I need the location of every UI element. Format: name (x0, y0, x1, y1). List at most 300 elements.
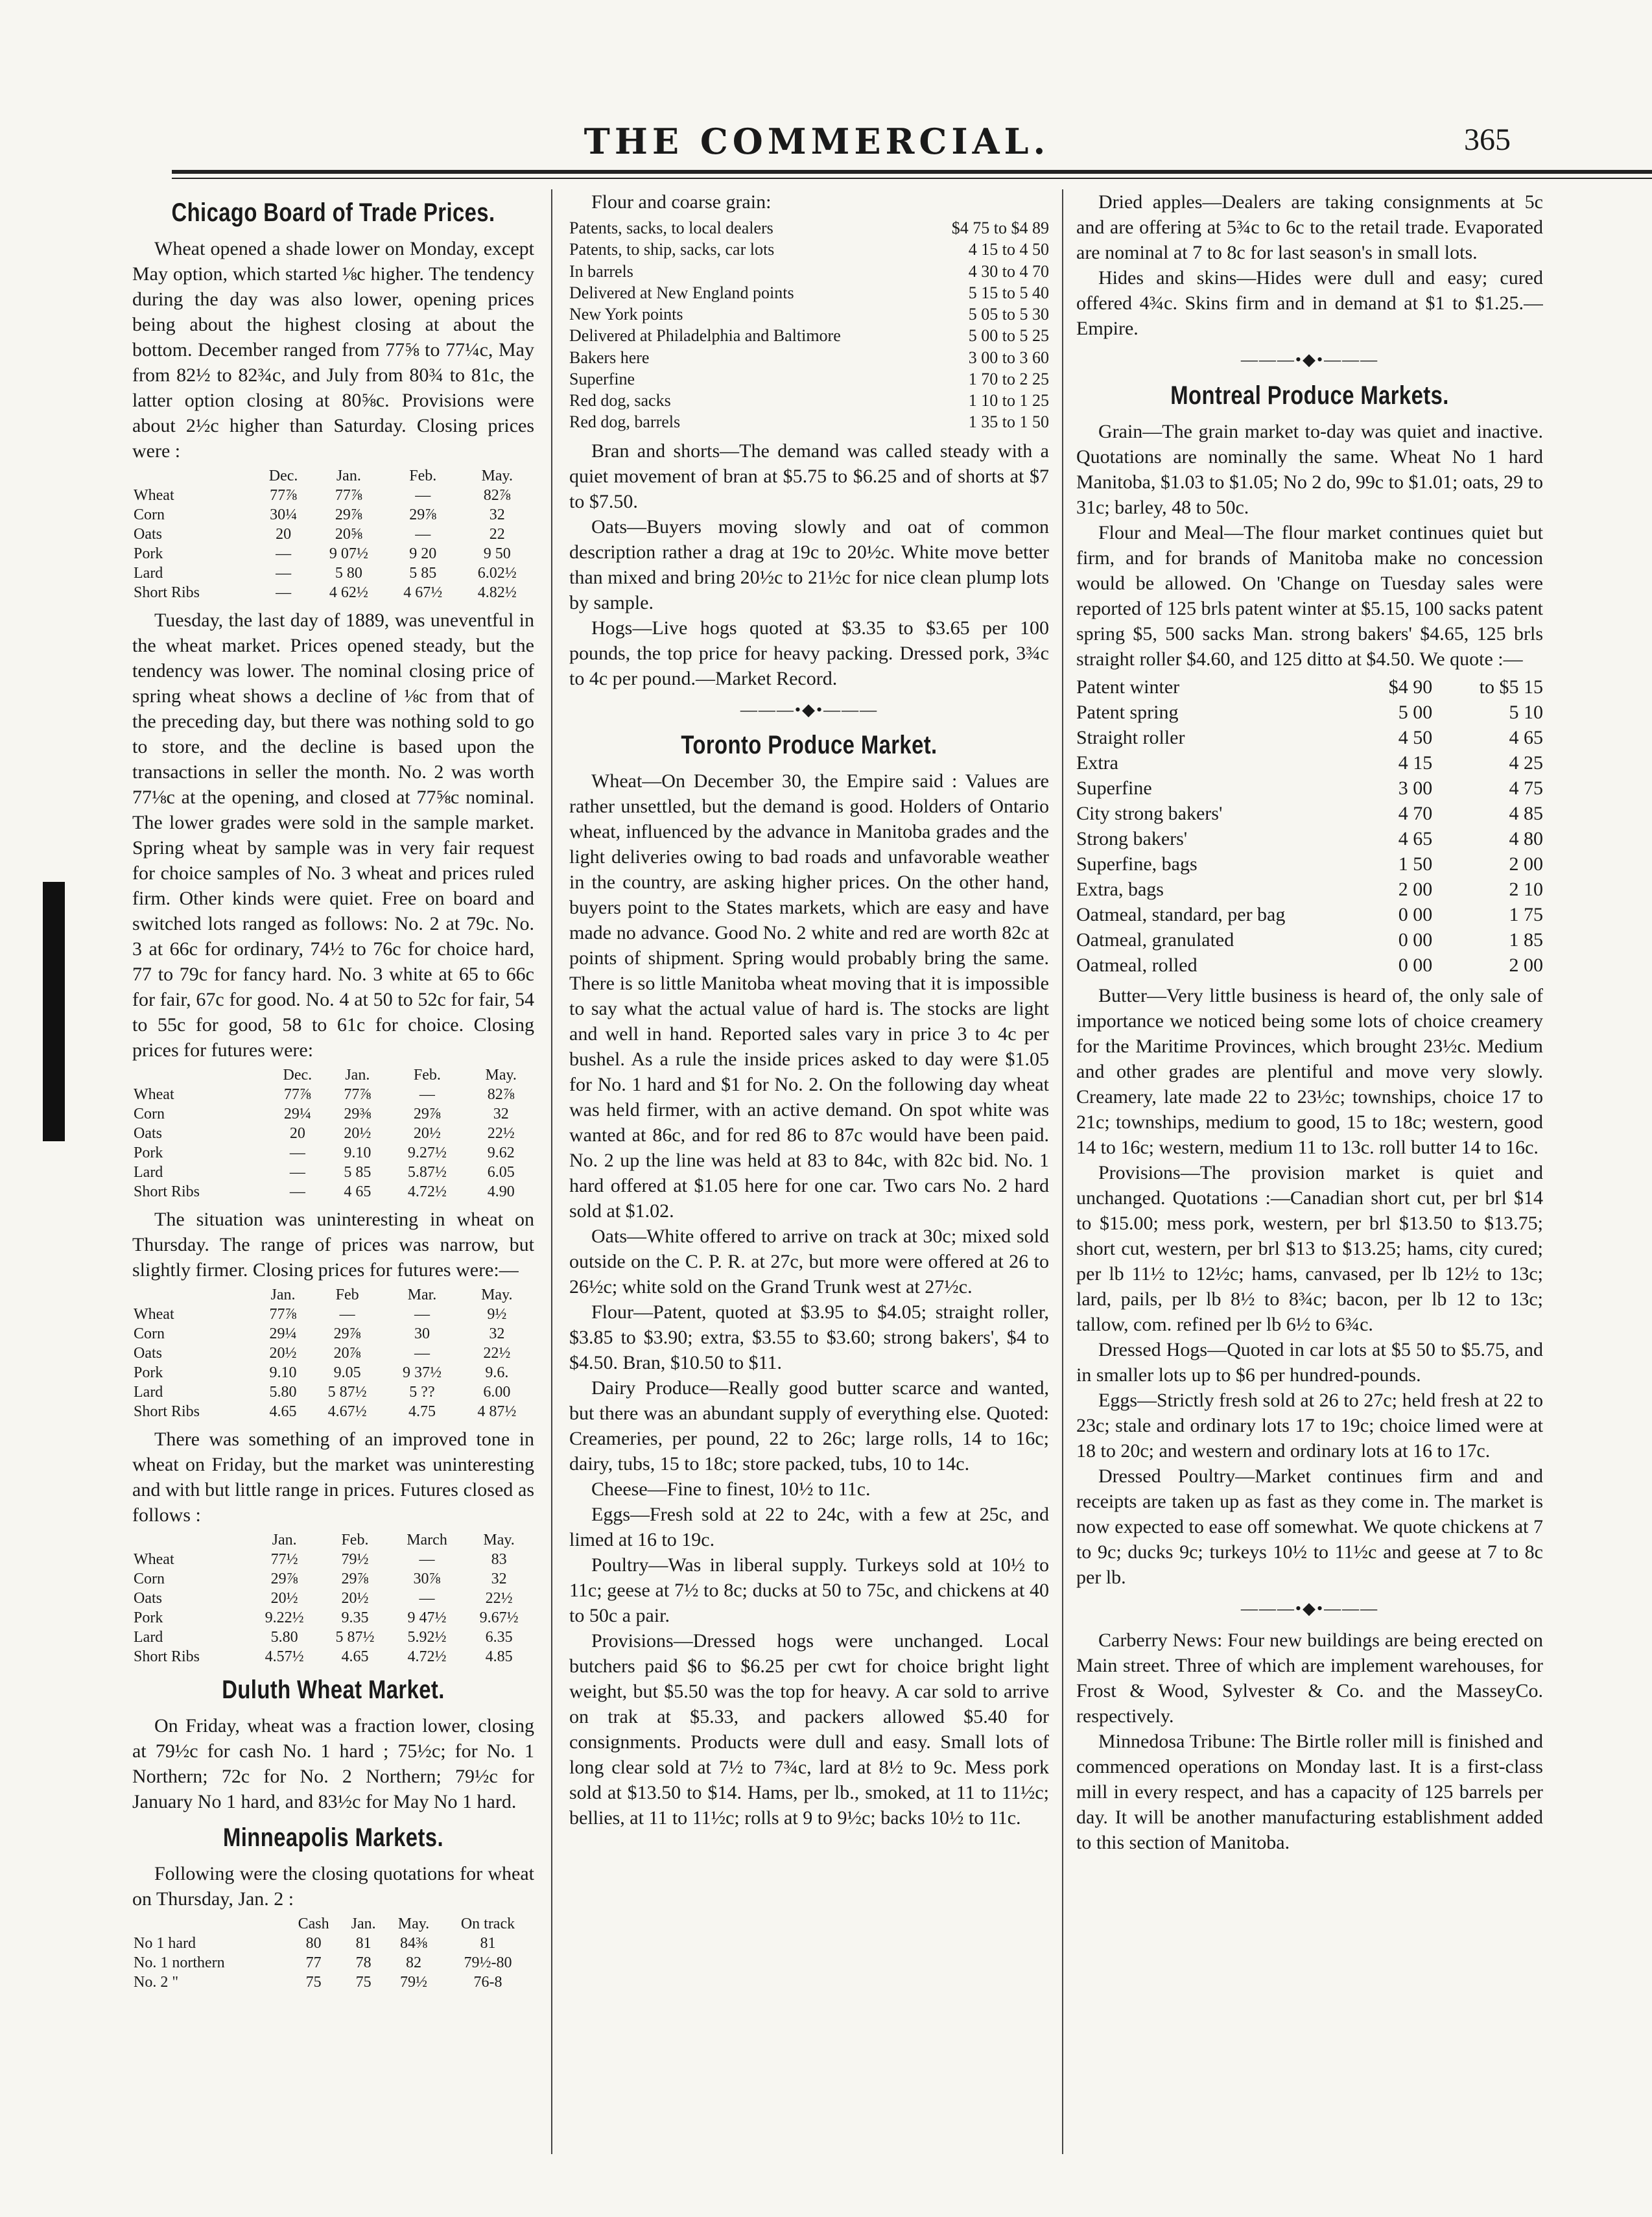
section-ornament: ———•◆•——— (740, 700, 879, 719)
table-cell: New York points (569, 305, 683, 324)
article-heading: Duluth Wheat Market. (222, 1676, 445, 1704)
table-cell: 20½ (341, 1590, 369, 1607)
price-table (132, 1530, 534, 1666)
table-cell: Superfine, bags (1076, 853, 1198, 875)
table-cell: 77⅞ (335, 487, 362, 504)
table-cell: Delivered at Philadelphia and Baltimore (569, 326, 841, 346)
table-cell: 4 70 (1398, 802, 1433, 824)
table-cell: Extra, bags (1076, 878, 1164, 900)
table-cell: 20 (289, 1125, 305, 1142)
table-cell: Oats (134, 1590, 162, 1607)
table-cell: Patent winter (1076, 676, 1180, 698)
table-cell: 20⅝ (335, 526, 362, 543)
table-cell: 4.90 (487, 1183, 515, 1200)
table-header-row (132, 1065, 534, 1085)
table-header: Jan. (345, 1067, 370, 1084)
table-row (1076, 953, 1543, 978)
table-cell: Extra (1076, 752, 1118, 774)
table-cell: 2 00 (1509, 954, 1543, 976)
table-cell: 80 (305, 1935, 322, 1952)
table-cell: Short Ribs (134, 1648, 200, 1665)
column-divider (551, 189, 552, 2154)
table-cell: 82 (405, 1954, 421, 1971)
table-cell: 5.80 (269, 1384, 297, 1401)
flour-price-table (569, 217, 1049, 433)
table-cell: Red dog, barrels (569, 412, 681, 432)
table-cell: Corn (134, 1571, 165, 1587)
article-heading: Montreal Produce Markets. (1170, 381, 1449, 410)
table-cell: 1 75 (1509, 903, 1543, 925)
paragraph: Dressed Poultry—Market continues firm and and receipts are taken up as fast as they come in. The market is now expected to ease off somewhat. We quote chickens at 7 to 9c; ducks 9c; turkeys 10½ to 11½c and geese at 7 to 8c per lb. (1076, 1465, 1543, 1588)
table-cell: 0 00 (1398, 954, 1433, 976)
table-cell: — (276, 584, 292, 601)
newspaper-title: THE COMMERCIAL. (584, 121, 1050, 162)
table-cell: 9 07½ (329, 545, 368, 562)
paragraph: Dressed Hogs—Quoted in car lots at $5 50 to $5.75, and in smaller lots up to $6 per hundred-pounds. (1076, 1338, 1543, 1386)
table-row (132, 1305, 534, 1324)
table-cell: 9.62 (487, 1144, 515, 1161)
table-row (569, 217, 1049, 239)
column-3 (1076, 189, 1543, 2187)
paragraph: Dairy Produce—Really good butter scarce and wanted, but there was an abundant supply of everything else. Quoted: Creameries, per pound, 22 to 26c; large rolls, 14 to 16c; dairy, tubs, 15 to 18c; store packed, tubs, 10 to 14c. (569, 1377, 1049, 1475)
table-cell: Pork (134, 545, 163, 562)
table-row (1076, 826, 1543, 851)
table-cell: 4 85 (1509, 802, 1543, 824)
section-ornament: ———•◆•——— (1240, 350, 1379, 369)
table-cell: 78 (355, 1954, 372, 1971)
table-header: On track (460, 1915, 515, 1932)
table-cell: 29⅞ (335, 506, 362, 523)
table-cell: 5 87½ (335, 1629, 375, 1646)
table-row (569, 411, 1049, 433)
table-cell: 9.27½ (407, 1144, 447, 1161)
table-row (1076, 750, 1543, 776)
table-cell: Corn (134, 1325, 165, 1342)
paragraph: Oats—White offered to arrive on track at 30c; mixed sold outside on the C. P. R. at 27c, but more were offered at 26 to 26½c; white sold on the Grand Trunk west at 27½c. (569, 1226, 1049, 1298)
paragraph: Eggs—Fresh sold at 22 to 24c, with a few at 25c, and limed at 16 to 19c. (569, 1504, 1049, 1551)
table-cell: 9 50 (483, 545, 511, 562)
table-cell: — (289, 1144, 305, 1161)
table-cell: 29⅞ (413, 1106, 441, 1122)
table-cell: 75 (355, 1974, 372, 1991)
table-cell: Wheat (134, 1086, 174, 1103)
table-cell: 9.10 (344, 1144, 372, 1161)
table-cell: 1 85 (1509, 929, 1543, 951)
table-header: May. (397, 1915, 430, 1932)
table-cell: 5.87½ (407, 1164, 447, 1181)
article-heading: Toronto Produce Market. (681, 731, 938, 760)
table-cell: 9½ (487, 1306, 507, 1323)
table-row (569, 368, 1049, 390)
table-cell: Lard (134, 1629, 163, 1646)
table-cell: 77⅞ (270, 487, 298, 504)
table-cell: 4 50 (1398, 726, 1433, 748)
table-row (132, 1647, 534, 1666)
table-cell: Oatmeal, rolled (1076, 954, 1198, 976)
table-row (132, 1934, 534, 1953)
table-cell: 29¼ (283, 1106, 311, 1122)
table-cell: No. 1 northern (134, 1954, 225, 1971)
table-header: Jan. (270, 1286, 296, 1303)
table-cell: Wheat (134, 487, 174, 504)
price-table (132, 1914, 534, 1992)
section-ornament: ———•◆•——— (1240, 1598, 1379, 1618)
table-cell: 3 00 (1398, 777, 1433, 799)
table-cell: 22½ (485, 1590, 513, 1607)
table-cell: Oatmeal, granulated (1076, 929, 1234, 951)
paragraph: Hides and skins—Hides were dull and easy; cured offered 4¾c. Skins firm and in demand at $1 to $1.25.—Empire. (1076, 267, 1543, 339)
table-cell: 9 37½ (402, 1364, 442, 1381)
table-cell: 84⅜ (399, 1935, 427, 1952)
table-cell: 4 65 (1398, 827, 1433, 849)
paragraph: On Friday, wheat was a fraction lower, closing at 79½c for cash No. 1 hard ; 75½c; for No. 1 Northern; 72c for No. 2 Northern; 79½c for January No 1 hard, and 83½c for May No 1 hard. (132, 1715, 534, 1812)
table-cell: — (276, 565, 292, 582)
paragraph: There was something of an improved tone in wheat on Friday, but the market was uninteresting and with but little range in prices. Futures closed as follows : (132, 1429, 534, 1526)
table-cell: — (414, 1345, 430, 1362)
paragraph: Dried apples—Dealers are taking consignments at 5c and are offering at 5¾c to 6c to the retail trade. Evaporated are nominal at 7 to 8c for last season's in small lots. (1076, 191, 1543, 263)
table-cell: 6.05 (487, 1164, 515, 1181)
paragraph: Flour and coarse grain: (591, 191, 772, 213)
table-cell: 82⅞ (487, 1086, 515, 1103)
table-cell: 5 00 (1398, 701, 1433, 723)
table-row (132, 1953, 534, 1973)
table-header: March (407, 1532, 447, 1548)
column-2 (569, 189, 1049, 2187)
table-cell: Lard (134, 1164, 163, 1181)
paragraph: Wheat—On December 30, the Empire said : Values are rather unsettled, but the demand is good. Holders of Ontario wheat, influenced by the advance in Manitoba grades and the light deliveries owing to bad roads and unfavorable weather in the country, are asking higher prices. On the other hand, buyers point to the States markets, which are easy and have made no advance. Good No. 2 white and red are worth 82c at points of shipment. Spring would probably bring the same. There is so little Manitoba wheat moving that it is impossible to say what the actual value of hard is. The stocks are light and well in hand. Reported sales vary in price 3 to 4c per bushel. As a rule the inside prices asked to day were $1.05 for No. 1 hard and $1 for No. 2. On the following day wheat was held firmer, with an active demand. On spot white was wanted at 86c, and for red 86 to 87c would have been paid. No. 2 up the line was held at 83 to 84c, with 82c bid. No. 1 hard offered at $1.05 here for one car. Two cars No. 2 hard sold at $1.02. (569, 770, 1049, 1222)
paragraph: Flour and Meal—The flour market continues quiet but firm, and for brands of Manitoba make no concession would be allowed. On 'Change on Tuesday sales were reported of 125 brls patent winter at $5.15, 100 sacks patent spring $5, 500 sacks Man. strong bakers' $4.65, 125 brls straight roller $4.60, and 125 ditto at $4.50. We quote :— (1076, 521, 1543, 670)
table-cell: 82⅞ (483, 487, 511, 504)
table-cell: 32 (493, 1106, 509, 1122)
table-row (1076, 700, 1543, 725)
table-row (132, 1608, 534, 1628)
column-1 (132, 189, 534, 2187)
table-row (132, 1324, 534, 1344)
paragraph: Butter—Very little business is heard of, the only sale of importance we noticed being some lots of choice creamery for the Maritime Provinces, which brought 23½c. Medium and other grades are plentiful and move very slowly. Creamery, late made 22 to 23½c; townships, choice 17 to 21c; townships, medium to good, 15 to 18c; western, good 14 to 16c; western, medium 11 to 13c. roll butter 14 to 16c. (1076, 984, 1543, 1158)
table-cell: 5 85 (409, 565, 437, 582)
table-cell: 77½ (270, 1551, 298, 1568)
table-cell: 81 (355, 1935, 372, 1952)
table-row (132, 563, 534, 583)
table-row (569, 325, 1049, 346)
table-cell: 2 00 (1398, 878, 1433, 900)
table-header (132, 1530, 249, 1550)
table-header-row (132, 466, 534, 486)
table-cell: 30⅞ (413, 1571, 441, 1587)
table-cell: 9.10 (269, 1364, 297, 1381)
table-header: Jan. (351, 1915, 376, 1932)
price-table (132, 466, 534, 602)
table-cell: 4 15 (1398, 752, 1433, 774)
table-cell: to $5 15 (1479, 676, 1543, 698)
table-cell: 20 (276, 526, 292, 543)
table-cell: Lard (134, 1384, 163, 1401)
table-cell: Short Ribs (134, 1183, 200, 1200)
table-cell: — (414, 1306, 430, 1323)
table-cell: Wheat (134, 1551, 174, 1568)
paragraph: Minnedosa Tribune: The Birtle roller mill is finished and commenced operations on Monday last. It is a first-class mill in every respect, and has a capacity of 125 barrels per day. It will be another manufacturing establishment added to this section of Manitoba. (1076, 1730, 1543, 1853)
column-divider (1062, 189, 1063, 2154)
table-cell: — (419, 1590, 435, 1607)
table-row (132, 1382, 534, 1402)
table-row (132, 486, 534, 505)
paragraph: Hogs—Live hogs quoted at $3.35 to $3.65 per 100 pounds, the top price for heavy packing. Dressed pork, 3¾c to 4c per pound.—Market Record. (569, 617, 1049, 689)
table-row (132, 1363, 534, 1382)
table-cell: 4.72½ (407, 1183, 447, 1200)
table-header: Dec. (283, 1067, 313, 1084)
table-cell: 4 67½ (403, 584, 443, 601)
table-cell: Corn (134, 506, 165, 523)
table-cell: No 1 hard (134, 1935, 196, 1952)
table-cell: 5.92½ (407, 1629, 447, 1646)
table-header-row (132, 1285, 534, 1305)
table-row (569, 303, 1049, 325)
table-cell: 20½ (344, 1125, 372, 1142)
table-cell: 9.6. (485, 1364, 509, 1381)
paragraph: Wheat opened a shade lower on Monday, except May option, which started ⅛c higher. The tendency during the day was also lower, opening prices being about the highest closing at about the bottom. December ranged from 77⅝ to 77¼c, May from 82½ to 82¾c, and July from 80¾ to 81c, the latter option closing at 80⅝c. Provisions were about 2½c higher than Saturday. Closing prices were : (132, 238, 534, 462)
table-cell: 5 00 to 5 25 (968, 326, 1049, 346)
table-cell: 77⅞ (344, 1086, 372, 1103)
table-cell: 77⅞ (269, 1306, 297, 1323)
table-cell: 77⅞ (283, 1086, 311, 1103)
table-row (132, 1973, 534, 1992)
table-cell: 6.00 (483, 1384, 511, 1401)
table-cell: 5 ?? (409, 1384, 435, 1401)
table-cell: Short Ribs (134, 584, 200, 601)
table-cell: 5 85 (344, 1164, 372, 1181)
paragraph: Following were the closing quotations for wheat on Thursday, Jan. 2 : (132, 1863, 534, 1910)
table-cell: — (276, 545, 292, 562)
table-cell: — (339, 1306, 355, 1323)
table-cell: 4 15 to 4 50 (968, 240, 1049, 259)
table-row (132, 1569, 534, 1589)
table-cell: Delivered at New England points (569, 283, 794, 302)
table-row (569, 347, 1049, 368)
table-row (132, 583, 534, 602)
table-header (132, 1914, 286, 1934)
table-header (132, 1285, 256, 1305)
table-header: Mar. (407, 1286, 437, 1303)
table-header: Cash (298, 1915, 329, 1932)
table-cell: 9.67½ (479, 1609, 519, 1626)
paragraph: Poultry—Was in liberal supply. Turkeys sold at 10½ to 11c; geese at 7½ to 8c; ducks at 50 to 75c, and chickens at 40 to 50c a pair. (569, 1554, 1049, 1627)
table-row (132, 525, 534, 544)
table-cell: — (415, 487, 431, 504)
table-header (132, 1065, 266, 1085)
table-cell: Red dog, sacks (569, 391, 671, 410)
table-row (132, 1124, 534, 1143)
header-rule-thin (172, 178, 1652, 179)
table-cell: 29⅜ (344, 1106, 372, 1122)
table-cell: 4.57½ (265, 1648, 304, 1665)
table-cell: 29⅞ (341, 1571, 369, 1587)
table-cell: Patent spring (1076, 701, 1179, 723)
paragraph: The situation was uninteresting in wheat on Thursday. The range of prices was narrow, but slightly firmer. Closing prices for futures were:— (132, 1209, 534, 1281)
table-cell: 5 15 to 5 40 (968, 283, 1049, 302)
table-cell: 5 10 (1509, 701, 1543, 723)
paragraph: Grain—The grain market to-day was quiet and inactive. Quotations are nominally the same. Wheat No 1 hard Manitoba, $1.03 to $1.05; No 2 do, 99c to $1.01; oats, 29 to 31c; barley, 48 to 50c. (1076, 420, 1543, 518)
table-cell: 29⅞ (270, 1571, 298, 1587)
article-heading: Minneapolis Markets. (223, 1823, 443, 1852)
table-header: Feb (335, 1286, 359, 1303)
header-rule-thick (172, 170, 1652, 174)
table-cell: 9 20 (409, 545, 437, 562)
table-row (132, 1344, 534, 1363)
paragraph: Provisions—The provision market is quiet and unchanged. Quotations :—Canadian short cut, per brl $14 to $15.00; mess pork, western, per brl $13.50 to $13.75; short cut, western, per brl $13 to $13.25; hams, city cured; per lb 11½ to 12½c; hams, canvased, per lb 12½ to 13c; lard, pails, per lb 8½ to 8¾c; bacon, per lb 12 to 13c; tallow, com. refined per lb 6½ to 6¾c. (1076, 1161, 1543, 1335)
table-cell: 6.35 (485, 1629, 513, 1646)
table-cell: 22½ (487, 1125, 515, 1142)
table-header: Jan. (272, 1532, 297, 1548)
table-cell: 4 80 (1509, 827, 1543, 849)
table-header: May. (485, 1067, 517, 1084)
table-row (132, 1143, 534, 1163)
table-cell: 79½ (399, 1974, 427, 1991)
table-cell: Patents, to ship, sacks, car lots (569, 240, 775, 259)
table-cell: 4.67½ (327, 1403, 367, 1420)
table-cell: Bakers here (569, 348, 650, 367)
table-cell: — (419, 1086, 435, 1103)
table-row (569, 282, 1049, 303)
table-header: Feb. (409, 468, 437, 484)
article-heading: Chicago Board of Trade Prices. (171, 198, 495, 227)
price-table (132, 1065, 534, 1202)
table-cell: 3 00 to 3 60 (968, 348, 1049, 367)
table-row (1076, 776, 1543, 801)
margin-ink-mark (43, 882, 65, 1141)
table-header: Feb. (341, 1532, 369, 1548)
table-cell: 2 00 (1509, 853, 1543, 875)
table-header: May. (481, 1286, 513, 1303)
table-cell: 32 (489, 1325, 505, 1342)
table-cell: Pork (134, 1144, 163, 1161)
table-cell: 20½ (269, 1345, 297, 1362)
table-cell: 22½ (483, 1345, 511, 1362)
table-row (1076, 927, 1543, 953)
table-row (1076, 725, 1543, 750)
table-cell: 4 65 (344, 1183, 372, 1200)
table-cell: 5.80 (270, 1629, 298, 1646)
table-row (1076, 801, 1543, 826)
masthead (123, 121, 1511, 160)
table-row (132, 1589, 534, 1608)
table-cell: 4.85 (485, 1648, 513, 1665)
table-cell: 79½-80 (464, 1954, 512, 1971)
table-cell: 22 (489, 526, 505, 543)
paragraph: Flour—Patent, quoted at $3.95 to $4.05; straight roller, $3.85 to $3.90; extra, $3.55 to $3.60; strong bakers', $4 to $4.50. Bran, $10.50 to $11. (569, 1301, 1049, 1374)
table-row (1076, 877, 1543, 902)
table-cell: 29⅞ (333, 1325, 361, 1342)
table-cell: 4.82½ (477, 584, 517, 601)
table-cell: 81 (480, 1935, 496, 1952)
table-row (1076, 902, 1543, 927)
table-cell: Wheat (134, 1306, 174, 1323)
table-cell: 5 05 to 5 30 (968, 305, 1049, 324)
table-cell: — (289, 1164, 305, 1181)
table-cell: 4 65 (1509, 726, 1543, 748)
table-cell: 9.05 (333, 1364, 361, 1381)
table-cell: 0 00 (1398, 903, 1433, 925)
table-cell: 4.75 (408, 1403, 436, 1420)
table-cell: 29⅞ (409, 506, 437, 523)
table-cell: Superfine (1076, 777, 1152, 799)
table-cell: Superfine (569, 369, 635, 388)
table-row (132, 1085, 534, 1104)
paragraph: Cheese—Fine to finest, 10½ to 11c. (591, 1478, 871, 1500)
table-row (132, 544, 534, 563)
table-header: Dec. (268, 468, 298, 484)
table-cell: Oats (134, 1125, 162, 1142)
table-cell: 4.65 (269, 1403, 297, 1420)
table-cell: 1 50 (1398, 853, 1433, 875)
table-cell: 20⅞ (333, 1345, 361, 1362)
table-cell: 4 62½ (329, 584, 368, 601)
table-cell: $4 90 (1388, 676, 1433, 698)
table-cell: 9.22½ (265, 1609, 304, 1626)
table-cell: 32 (489, 506, 505, 523)
table-cell: 4 30 to 4 70 (968, 261, 1049, 281)
table-cell: 20½ (270, 1590, 298, 1607)
table-row (1076, 674, 1543, 700)
table-header-row (132, 1530, 534, 1550)
table-cell: Pork (134, 1364, 163, 1381)
table-header: May. (481, 468, 513, 484)
page-number: 365 (1464, 123, 1511, 157)
paragraph: Eggs—Strictly fresh sold at 26 to 27c; held fresh at 22 to 23c; stale and ordinary lots 17 to 19c; choice limed were at 18 to 20c; and western and ordinary lots at 16 to 17c. (1076, 1389, 1543, 1462)
table-row (132, 1182, 534, 1202)
price-table (132, 1285, 534, 1421)
table-cell: Oats (134, 1345, 162, 1362)
table-cell: 29¼ (269, 1325, 297, 1342)
table-header-row (132, 1914, 534, 1934)
table-cell: Patents, sacks, to local dealers (569, 219, 773, 237)
table-cell: No. 2 " (134, 1974, 179, 1991)
table-row (1076, 851, 1543, 877)
table-cell: 1 10 to 1 25 (968, 391, 1049, 410)
table-cell: 4.65 (341, 1648, 369, 1665)
table-cell: 1 35 to 1 50 (968, 412, 1049, 432)
table-cell: Oatmeal, standard, per bag (1076, 903, 1286, 925)
table-cell: In barrels (569, 261, 633, 281)
paragraph: Oats—Buyers moving slowly and oat of common description rather a drag at 19c to 20½c. White move better than mixed and bring 20½c to 21½c for nice clean plump lots by sample. (569, 516, 1049, 613)
table-cell: 9 47½ (407, 1609, 447, 1626)
table-cell: 0 00 (1398, 929, 1433, 951)
table-cell: — (289, 1183, 305, 1200)
table-header: Feb. (413, 1067, 441, 1084)
table-cell: 5 87½ (327, 1384, 367, 1401)
table-cell: 4 75 (1509, 777, 1543, 799)
table-cell: Straight roller (1076, 726, 1185, 748)
table-cell: Pork (134, 1609, 163, 1626)
table-cell: 6.02½ (477, 565, 517, 582)
table-cell: Oats (134, 526, 162, 543)
table-cell: Lard (134, 565, 163, 582)
table-header: Jan. (336, 468, 361, 484)
table-cell: 4.72½ (407, 1648, 447, 1665)
table-cell: 2 10 (1509, 878, 1543, 900)
table-row (132, 1550, 534, 1569)
table-row (132, 1163, 534, 1182)
table-cell: 30¼ (270, 506, 298, 523)
table-cell: — (419, 1551, 435, 1568)
table-row (132, 1628, 534, 1647)
table-cell: 20½ (413, 1125, 441, 1142)
table-header (132, 466, 255, 486)
table-header: May. (483, 1532, 515, 1548)
table-cell: $4 75 to $4 89 (951, 219, 1049, 237)
table-cell: 30 (414, 1325, 430, 1342)
table-cell: Strong bakers' (1076, 827, 1188, 849)
table-row (132, 1402, 534, 1421)
